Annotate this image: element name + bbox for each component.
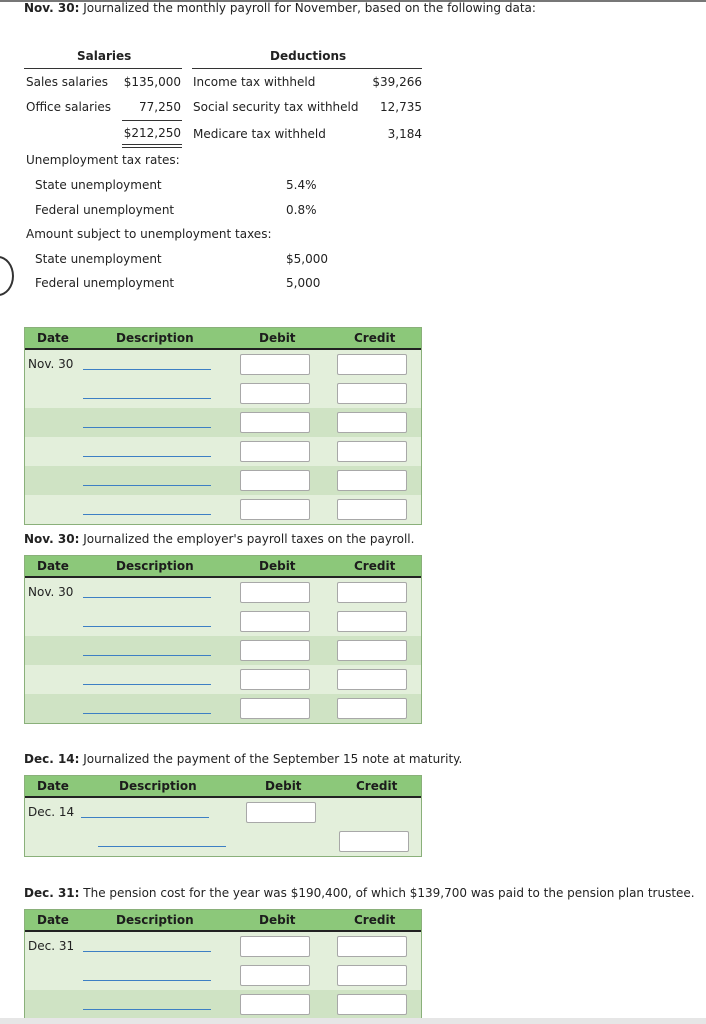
journal-row — [25, 665, 421, 694]
header-text: Journalized the monthly payroll for November, based on the following data: — [79, 1, 536, 15]
credit-input[interactable] — [337, 354, 407, 375]
header-date: Nov. 30: — [24, 1, 80, 15]
description-input[interactable] — [83, 980, 211, 981]
journal-row — [25, 495, 421, 524]
journal-row — [25, 607, 421, 636]
section-text: The pension cost for the year was $190,400, of which $139,700 was paid to the pension plan trustee. — [79, 886, 695, 900]
col-description: Description — [119, 779, 197, 793]
salaries-title-underline — [24, 68, 182, 69]
debit-input[interactable] — [240, 669, 310, 690]
description-input[interactable] — [83, 1009, 211, 1010]
deductions-title-underline — [192, 68, 422, 69]
credit-input[interactable] — [337, 640, 407, 661]
deductions-title: Deductions — [270, 49, 347, 63]
debit-input[interactable] — [246, 802, 316, 823]
col-date: Date — [37, 913, 69, 927]
debit-input[interactable] — [240, 936, 310, 957]
journal-header — [25, 776, 421, 798]
description-input[interactable] — [83, 427, 211, 428]
col-date: Date — [37, 779, 69, 793]
rate-value: 0.8% — [286, 203, 317, 217]
debit-input[interactable] — [240, 441, 310, 462]
description-input[interactable] — [83, 626, 211, 627]
journal-row — [25, 466, 421, 495]
salary-amount: 77,250 — [139, 100, 181, 114]
debit-input[interactable] — [240, 499, 310, 520]
section-date: Dec. 31: — [24, 886, 80, 900]
description-input[interactable] — [98, 846, 226, 847]
journal-row — [25, 437, 421, 466]
debit-input[interactable] — [240, 354, 310, 375]
bottom-edge — [0, 1018, 706, 1024]
credit-input[interactable] — [337, 669, 407, 690]
rate-label: Federal unemployment — [35, 203, 175, 217]
section-instruction — [24, 532, 414, 546]
journal-table-employer-taxes — [24, 555, 422, 724]
journal-row — [25, 932, 421, 961]
side-marker-circle — [0, 256, 14, 296]
description-input[interactable] — [83, 456, 211, 457]
subject-value: $5,000 — [286, 252, 328, 266]
col-credit: Credit — [354, 559, 396, 573]
journal-header — [25, 556, 421, 578]
section-date: Nov. 30: — [24, 532, 80, 546]
salary-amount: $135,000 — [123, 75, 181, 89]
credit-input[interactable] — [337, 470, 407, 491]
journal-header — [25, 328, 421, 350]
row-date: Dec. 31 — [28, 939, 75, 953]
col-credit: Credit — [354, 331, 396, 345]
credit-input[interactable] — [337, 383, 407, 404]
salary-label: Office salaries — [26, 100, 112, 114]
debit-input[interactable] — [240, 698, 310, 719]
description-input[interactable] — [81, 817, 209, 818]
subject-value: 5,000 — [286, 276, 321, 290]
debit-input[interactable] — [240, 640, 310, 661]
credit-input[interactable] — [337, 441, 407, 462]
debit-input[interactable] — [240, 383, 310, 404]
salary-total: $212,250 — [123, 126, 181, 140]
description-input[interactable] — [83, 655, 211, 656]
section-text: Journalized the payment of the September 15 note at maturity. — [79, 752, 463, 766]
col-debit: Debit — [259, 913, 296, 927]
debit-input[interactable] — [240, 965, 310, 986]
credit-input[interactable] — [337, 582, 407, 603]
journal-row — [25, 636, 421, 665]
col-description: Description — [116, 559, 194, 573]
subject-label: State unemployment — [35, 252, 162, 266]
journal-row — [25, 379, 421, 408]
deduction-label: Medicare tax withheld — [193, 127, 326, 141]
row-date: Dec. 14 — [28, 805, 75, 819]
salaries-title: Salaries — [77, 49, 132, 63]
description-input[interactable] — [83, 398, 211, 399]
col-debit: Debit — [259, 559, 296, 573]
journal-table-payroll — [24, 327, 422, 525]
debit-input[interactable] — [240, 470, 310, 491]
credit-input[interactable] — [339, 831, 409, 852]
deduction-label: Social security tax withheld — [193, 100, 359, 114]
credit-input[interactable] — [337, 412, 407, 433]
journal-row — [25, 350, 421, 379]
journal-row — [25, 990, 421, 1019]
journal-table-note-payment — [24, 775, 422, 857]
description-input[interactable] — [83, 485, 211, 486]
col-debit: Debit — [265, 779, 302, 793]
description-input[interactable] — [83, 597, 211, 598]
section-date: Dec. 14: — [24, 752, 80, 766]
description-input[interactable] — [83, 369, 211, 370]
col-credit: Credit — [356, 779, 398, 793]
col-description: Description — [116, 331, 194, 345]
credit-input[interactable] — [337, 698, 407, 719]
journal-row — [25, 408, 421, 437]
journal-table-pension — [24, 909, 422, 1021]
section-text: Journalized the employer's payroll taxes on the payroll. — [79, 532, 415, 546]
col-debit: Debit — [259, 331, 296, 345]
credit-input[interactable] — [337, 499, 407, 520]
rate-label: State unemployment — [35, 178, 162, 192]
section-instruction — [24, 752, 462, 766]
col-credit: Credit — [354, 913, 396, 927]
credit-input[interactable] — [337, 994, 407, 1015]
rate-value: 5.4% — [286, 178, 317, 192]
debit-input[interactable] — [240, 611, 310, 632]
subject-label: Federal unemployment — [35, 276, 175, 290]
unemployment-rates-title: Unemployment tax rates: — [26, 153, 180, 167]
header-instruction — [24, 1, 536, 15]
row-date: Nov. 30 — [28, 357, 74, 371]
deduction-amount: $39,266 — [372, 75, 422, 89]
row-date: Nov. 30 — [28, 585, 74, 599]
salary-sum-underline — [122, 120, 182, 121]
journal-header — [25, 910, 421, 932]
credit-input[interactable] — [337, 965, 407, 986]
journal-row — [25, 578, 421, 607]
credit-input[interactable] — [337, 936, 407, 957]
description-input[interactable] — [83, 713, 211, 714]
debit-input[interactable] — [240, 412, 310, 433]
debit-input[interactable] — [240, 582, 310, 603]
credit-input[interactable] — [337, 611, 407, 632]
col-date: Date — [37, 559, 69, 573]
journal-row — [25, 961, 421, 990]
deduction-amount: 3,184 — [387, 127, 422, 141]
journal-row — [25, 827, 421, 856]
col-description: Description — [116, 913, 194, 927]
description-input[interactable] — [83, 514, 211, 515]
debit-input[interactable] — [240, 994, 310, 1015]
salary-label: Sales salaries — [26, 75, 108, 89]
journal-row — [25, 694, 421, 723]
amount-subject-title: Amount subject to unemployment taxes: — [26, 227, 272, 241]
deduction-amount: 12,735 — [380, 100, 422, 114]
deduction-label: Income tax withheld — [193, 75, 316, 89]
col-date: Date — [37, 331, 69, 345]
description-input[interactable] — [83, 951, 211, 952]
description-input[interactable] — [83, 684, 211, 685]
section-instruction — [24, 886, 695, 900]
journal-row — [25, 798, 421, 827]
salary-total-double-underline — [122, 144, 182, 148]
